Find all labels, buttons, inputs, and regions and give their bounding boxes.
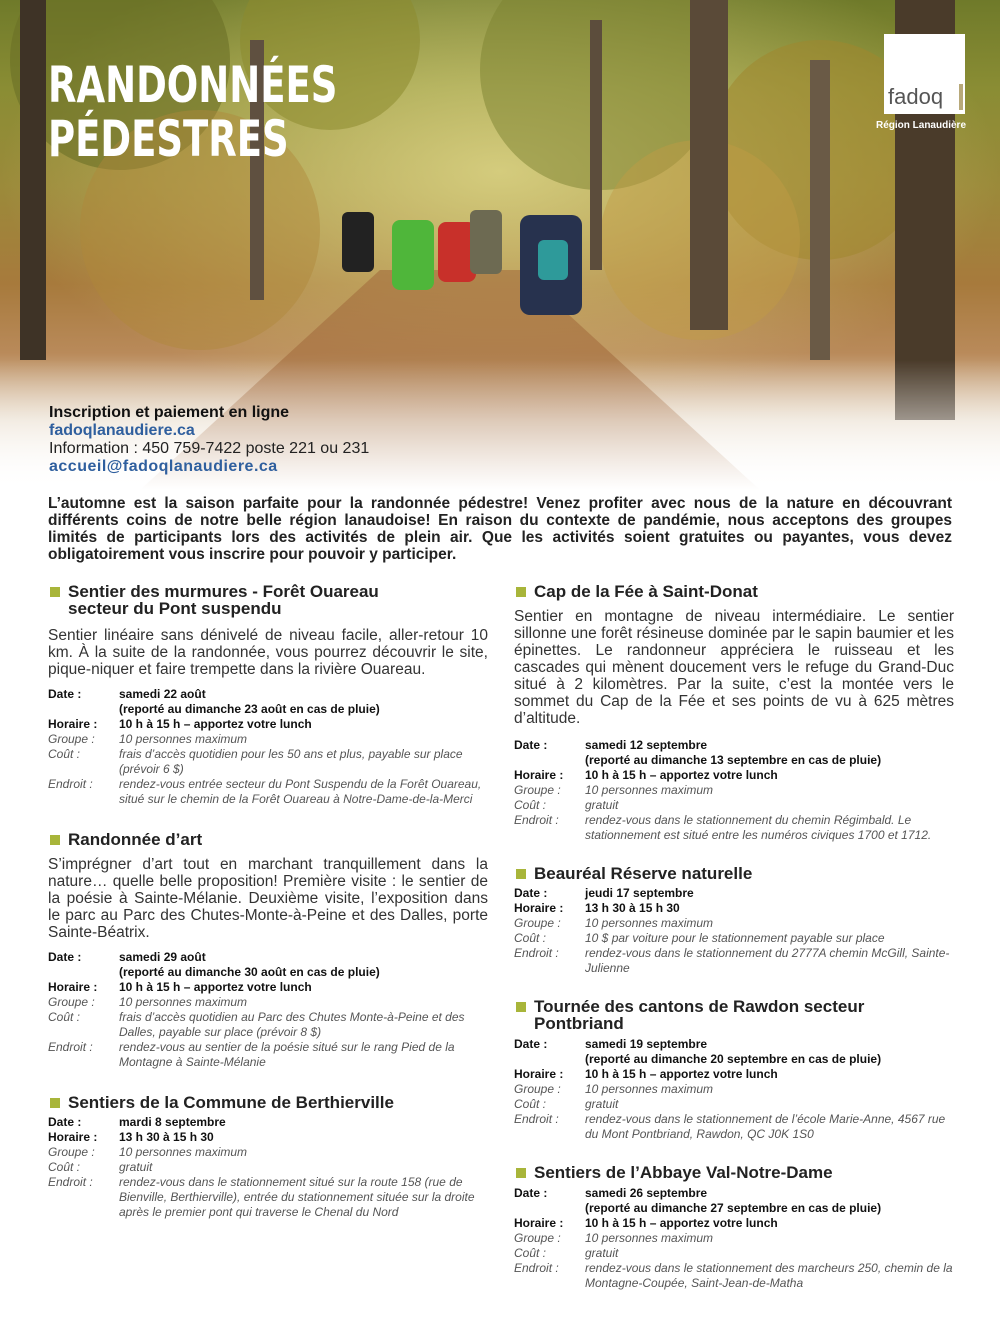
detail-date: Date : mardi 8 septembre bbox=[48, 1115, 226, 1129]
contact-heading: Inscription et paiement en ligne bbox=[49, 404, 290, 421]
section-title: Randonnée d’art bbox=[48, 831, 488, 848]
detail-date: Date : samedi 12 septembre (reporté au dimanche 13 septembre en cas de pluie) bbox=[514, 738, 882, 767]
detail-cout: Coût : gratuit bbox=[514, 798, 619, 812]
details-list bbox=[514, 1186, 954, 1291]
hike-section bbox=[514, 865, 954, 976]
details-list bbox=[48, 687, 488, 807]
detail-horaire: Horaire : 10 h à 15 h – apportez votre lunch bbox=[514, 1216, 778, 1230]
detail-endroit: Endroit : rendez-vous dans le stationnement situé sur la route 158 (rue de Bienville, Berthierville), entrée du stationnement située sur la droite après le premier pont qui traverse le Chenal du Nord bbox=[48, 1175, 475, 1219]
title-line-1: RANDONNÉES bbox=[48, 56, 338, 114]
page-title bbox=[48, 58, 337, 166]
detail-endroit: Endroit : rendez-vous dans le stationnement des marcheurs 250, chemin de la Montagne-Coupée, Saint-Jean-de-Matha bbox=[514, 1261, 953, 1290]
section-description: Sentier en montagne de niveau intermédiaire. Le sentier sillonne une forêt résineuse dominée par le sapin baumier et les épinettes. Le randonneur appréciera le ruisseau et les cascades qui mènent doucement vers le refuge du Grand-Duc situé à 2 kilomètres. Par la suite, c’est la montée vers le sommet du Cap de la Fée et ses points de vu à 625 mètres d’altitude. bbox=[514, 608, 954, 727]
hike-section bbox=[514, 1164, 954, 1291]
detail-horaire: Horaire : 10 h à 15 h – apportez votre lunch bbox=[48, 980, 312, 994]
detail-date: Date : jeudi 17 septembre bbox=[514, 886, 694, 900]
details-list bbox=[48, 950, 488, 1070]
detail-groupe: Groupe : 10 personnes maximum bbox=[514, 916, 714, 930]
section-title: Cap de la Fée à Saint-Donat bbox=[514, 583, 954, 600]
section-title: Sentier des murmures - Forêt Ouareau secteur du Pont suspendu bbox=[48, 583, 488, 617]
detail-groupe: Groupe : 10 personnes maximum bbox=[514, 1231, 714, 1245]
logo-region-label: Région Lanaudière bbox=[875, 120, 966, 131]
bullet-square-icon bbox=[516, 587, 526, 597]
detail-horaire: Horaire : 10 h à 15 h – apportez votre lunch bbox=[48, 717, 312, 731]
detail-date: Date : samedi 29 août (reporté au dimanche 30 août en cas de pluie) bbox=[48, 950, 380, 979]
intro-paragraph: L’automne est la saison parfaite pour la randonnée pédestre! Venez profiter avec nous de la nature en découvrant différents coins de notre belle région lanaudoise! En raison du contexte de pandémie, nous acceptons des groupes limités de participants lors des activités de plein air. Que les activités soient gratuites ou payantes, vous devez obligatoirement vous inscrire pour pouvoir y participer. bbox=[48, 495, 952, 563]
detail-groupe: Groupe : 10 personnes maximum bbox=[514, 783, 714, 797]
bullet-square-icon bbox=[516, 1002, 526, 1012]
detail-date: Date : samedi 22 août (reporté au dimanche 23 août en cas de pluie) bbox=[48, 687, 380, 716]
hike-section bbox=[514, 998, 954, 1142]
bullet-square-icon bbox=[50, 835, 60, 845]
hike-section bbox=[48, 583, 488, 807]
detail-cout: Coût : 10 $ par voiture pour le stationnement payable sur place bbox=[514, 931, 885, 945]
hero-banner bbox=[0, 0, 1000, 490]
details-list bbox=[514, 886, 954, 976]
detail-endroit: Endroit : rendez-vous dans le stationnement du 2777A chemin McGill, Sainte-Julienne bbox=[514, 946, 950, 975]
bullet-square-icon bbox=[516, 869, 526, 879]
section-description: S’imprégner d’art tout en marchant tranquillement dans la nature… quelle belle proposition! Première visite : le sentier de la poésie à Sainte-Mélanie. Deuxième visite, l’exposition dans le parc au Parc des Chutes-Monte-à-Peine et des Dalles, porte Sainte-Béatrix. bbox=[48, 856, 488, 941]
fadoq-logo-text: fadoq bbox=[888, 84, 944, 109]
detail-cout: Coût : frais d’accès quotidien pour les 50 ans et plus, payable sur place (prévoir 6 $) bbox=[48, 747, 463, 776]
email-link[interactable]: accueil@fadoqlanaudiere.ca bbox=[49, 458, 278, 475]
hike-section bbox=[48, 831, 488, 1070]
detail-groupe: Groupe : 10 personnes maximum bbox=[48, 1145, 248, 1159]
contact-phone: Information : 450 759-7422 poste 221 ou 231 bbox=[49, 440, 370, 457]
detail-date: Date : samedi 19 septembre (reporté au dimanche 20 septembre en cas de pluie) bbox=[514, 1037, 882, 1066]
website-link[interactable]: fadoqlanaudiere.ca bbox=[49, 422, 195, 439]
section-title: Tournée des cantons de Rawdon secteur Pontbriand bbox=[514, 998, 954, 1032]
detail-date: Date : samedi 26 septembre (reporté au dimanche 27 septembre en cas de pluie) bbox=[514, 1186, 882, 1215]
right-column bbox=[514, 583, 954, 1291]
details-list bbox=[514, 1037, 954, 1142]
detail-cout: Coût : frais d’accès quotidien au Parc des Chutes Monte-à-Peine et des Dalles, payable sur place (prévoir 8 $) bbox=[48, 1010, 465, 1039]
bullet-square-icon bbox=[516, 1168, 526, 1178]
hike-section bbox=[48, 1094, 488, 1220]
left-column bbox=[48, 583, 488, 1220]
section-title: Beauréal Réserve naturelle bbox=[514, 865, 954, 882]
detail-cout: Coût : gratuit bbox=[514, 1246, 619, 1260]
detail-endroit: Endroit : rendez-vous dans le stationnement de l’école Marie-Anne, 4567 rue du Mont Pontbriand, Rawdon, QC J0K 1S0 bbox=[514, 1112, 946, 1141]
details-list bbox=[48, 1115, 488, 1220]
detail-horaire: Horaire : 13 h 30 à 15 h 30 bbox=[514, 901, 680, 915]
fadoq-logo-bar bbox=[959, 84, 963, 110]
detail-horaire: Horaire : 10 h à 15 h – apportez votre lunch bbox=[514, 1067, 778, 1081]
detail-endroit: Endroit : rendez-vous entrée secteur du Pont Suspendu de la Forêt Ouareau, situé sur le chemin de la Forêt Ouareau à Notre-Dame-de-la-Merci bbox=[48, 777, 482, 806]
bullet-square-icon bbox=[50, 1098, 60, 1108]
bullet-square-icon bbox=[50, 587, 60, 597]
detail-groupe: Groupe : 10 personnes maximum bbox=[48, 732, 248, 746]
detail-groupe: Groupe : 10 personnes maximum bbox=[514, 1082, 714, 1096]
title-line-2: PÉDESTRES bbox=[48, 110, 289, 168]
detail-cout: Coût : gratuit bbox=[48, 1160, 153, 1174]
detail-horaire: Horaire : 10 h à 15 h – apportez votre lunch bbox=[514, 768, 778, 782]
detail-horaire: Horaire : 13 h 30 à 15 h 30 bbox=[48, 1130, 214, 1144]
section-description: Sentier linéaire sans dénivelé de niveau facile, aller-retour 10 km. À la suite de la randonnée, vous pourrez découvrir le site, pique-niquer et faire trempette dans la rivière Ouareau. bbox=[48, 627, 488, 678]
section-title: Sentiers de la Commune de Berthierville bbox=[48, 1094, 488, 1111]
detail-endroit: Endroit : rendez-vous dans le stationnement du chemin Régimbald. Le stationnement est situé entre les numéros civiques 1700 et 1712. bbox=[514, 813, 932, 842]
contact-block bbox=[49, 404, 369, 476]
detail-cout: Coût : gratuit bbox=[514, 1097, 619, 1111]
hike-section bbox=[514, 583, 954, 843]
detail-endroit: Endroit : rendez-vous au sentier de la poésie situé sur le rang Pied de la Montagne à Sainte-Mélanie bbox=[48, 1040, 455, 1069]
details-list bbox=[514, 738, 954, 843]
detail-groupe: Groupe : 10 personnes maximum bbox=[48, 995, 248, 1009]
section-title: Sentiers de l’Abbaye Val-Notre-Dame bbox=[514, 1164, 954, 1181]
